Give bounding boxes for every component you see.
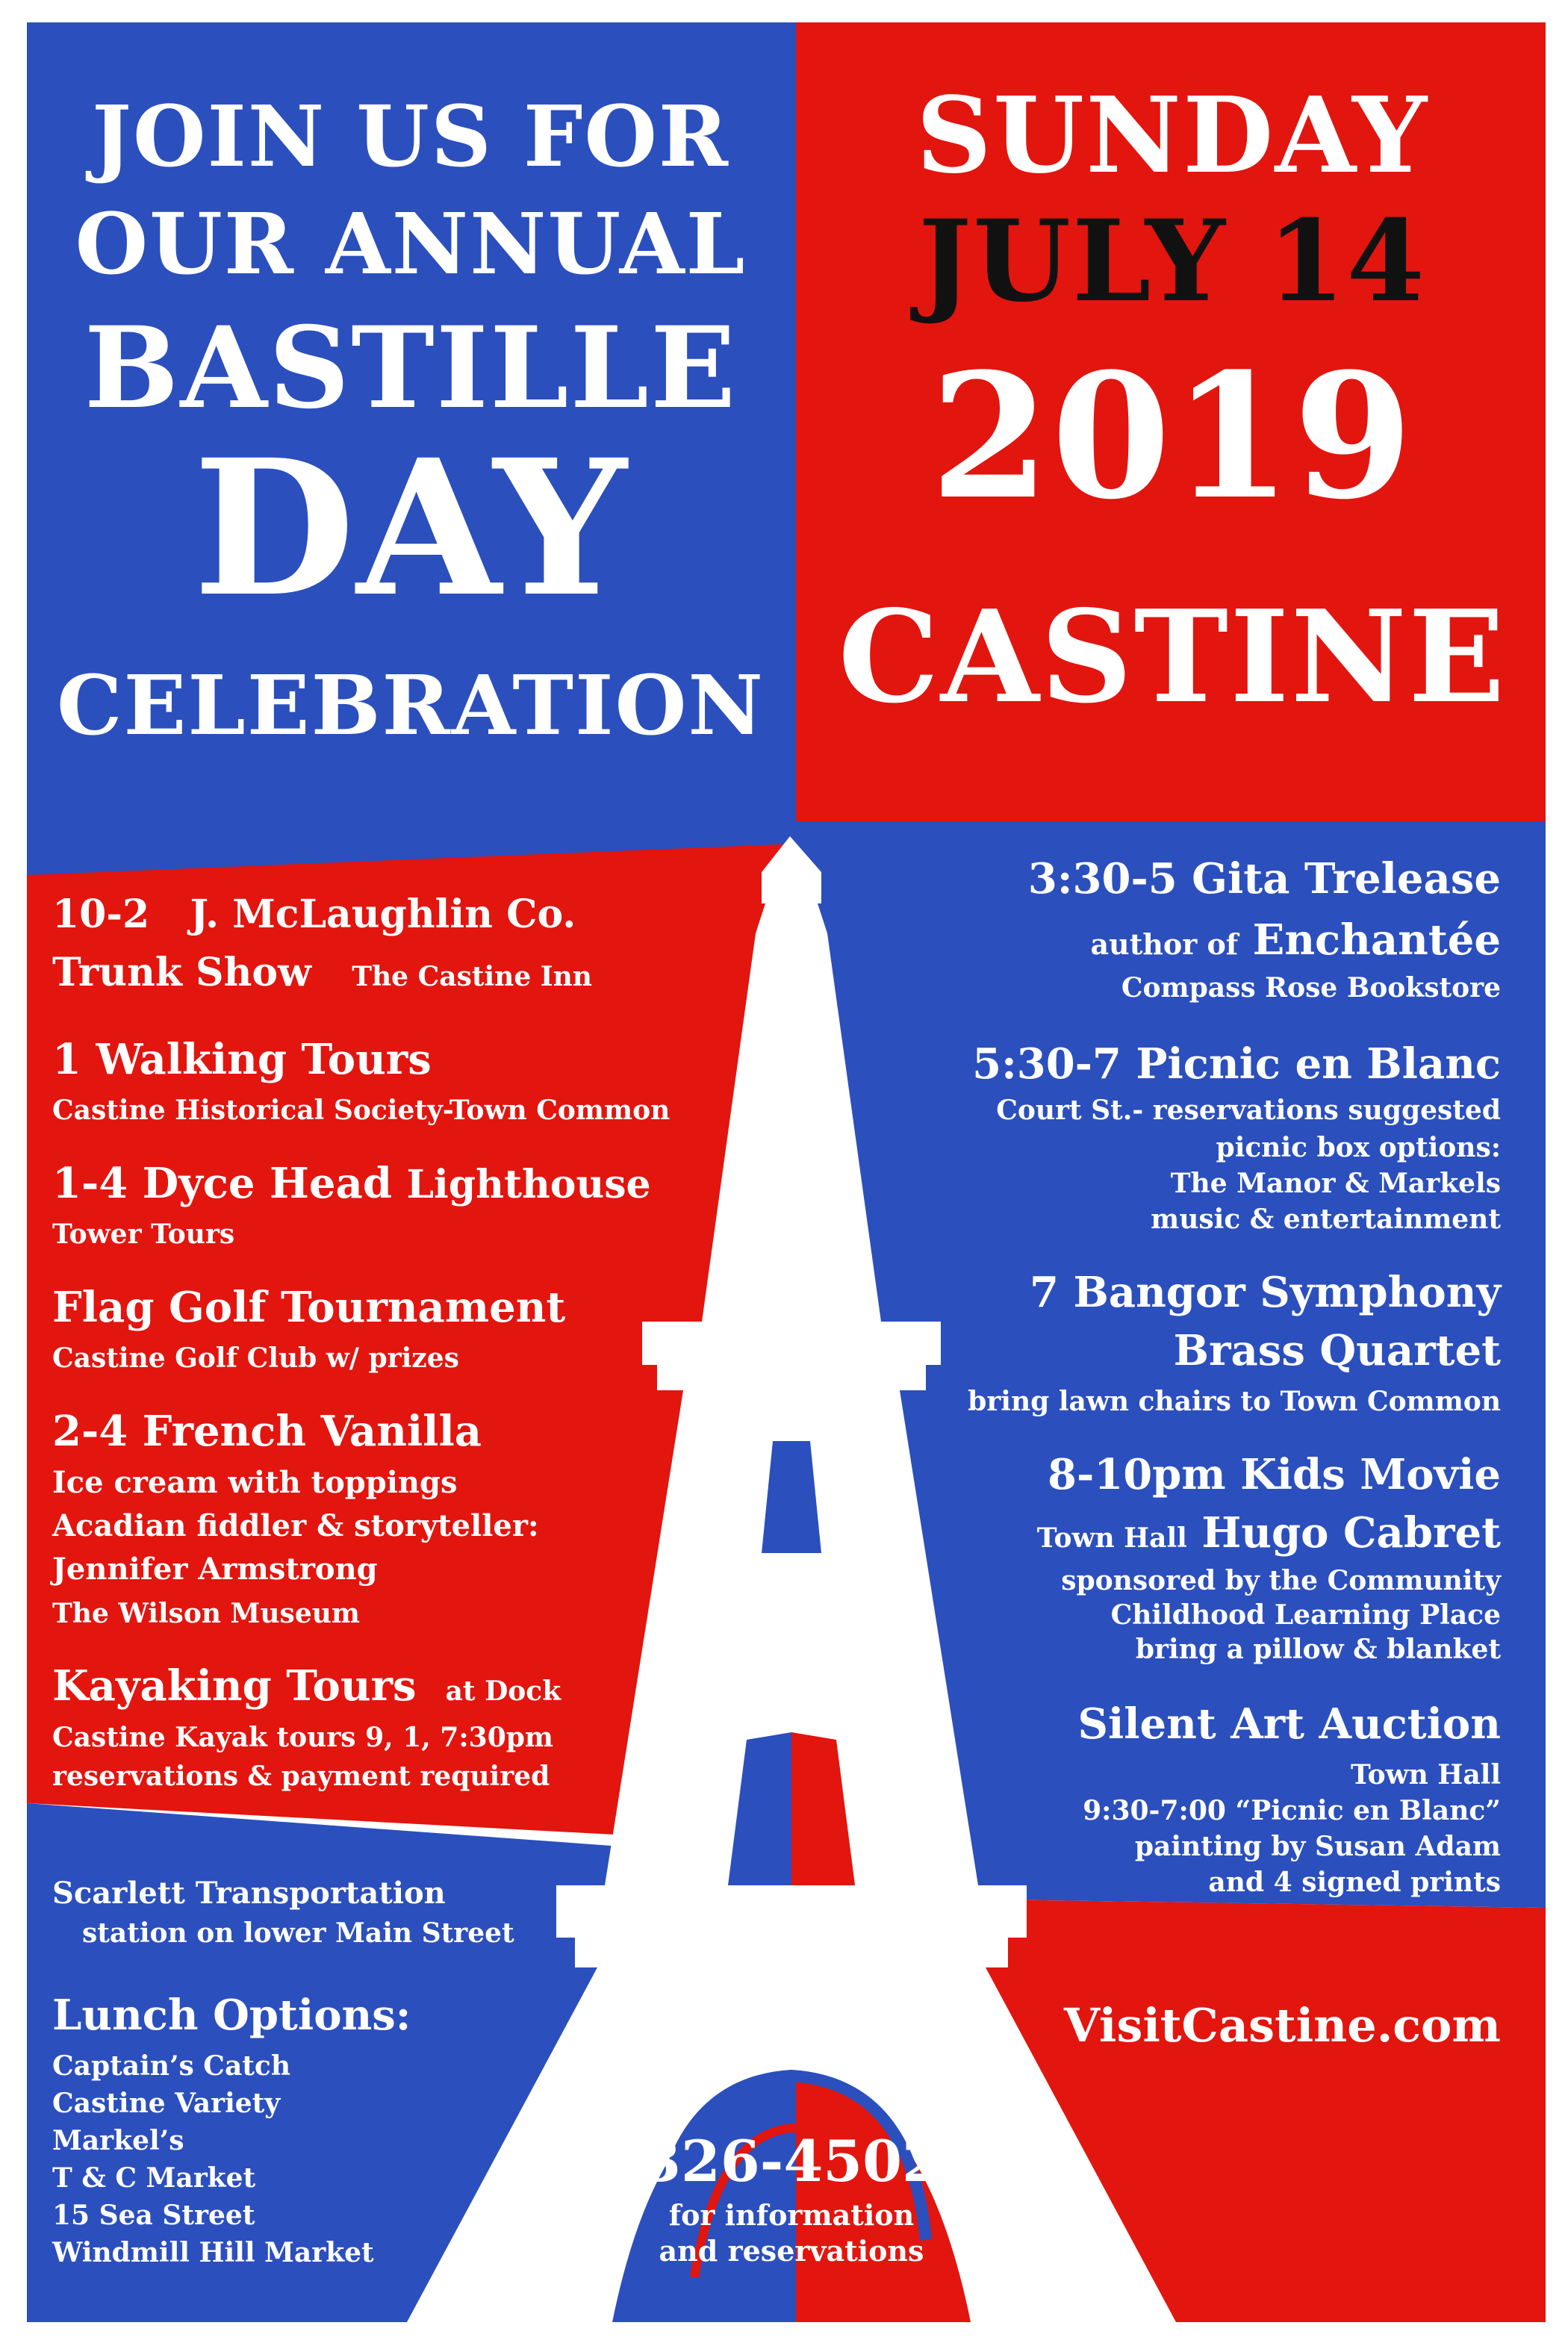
picnic-title: 5:30-7 Picnic en Blanc bbox=[972, 1039, 1501, 1089]
event-date: JULY 14 bbox=[918, 196, 1426, 327]
kids-movie-venue-line bbox=[1037, 1508, 1501, 1558]
trunk-show-title-line1 bbox=[52, 892, 576, 937]
event-town: CASTINE bbox=[838, 582, 1507, 732]
kids-movie-line2: Childhood Learning Place bbox=[1110, 1599, 1501, 1631]
bangor-symphony-title: 7 Bangor Symphony bbox=[1029, 1268, 1501, 1317]
kids-movie-title: 8-10pm Kids Movie bbox=[1048, 1450, 1501, 1499]
transport-detail: station on lower Main Street bbox=[82, 1917, 514, 1949]
dyce-head-detail: Tower Tours bbox=[52, 1219, 235, 1250]
trunk-show-label: Trunk Show bbox=[52, 950, 311, 995]
kids-movie-name: Hugo Cabret bbox=[1201, 1508, 1501, 1558]
french-vanilla-title: 2-4 French Vanilla bbox=[52, 1407, 482, 1456]
french-vanilla-line4: The Wilson Museum bbox=[52, 1598, 360, 1629]
picnic-line3: The Manor & Markels bbox=[1170, 1168, 1501, 1199]
kids-movie-line1: sponsored by the Community bbox=[1061, 1565, 1501, 1596]
lunch-item: T & C Market bbox=[52, 2162, 256, 2194]
trunk-show-host: J. McLaughlin Co. bbox=[190, 892, 576, 937]
contact-line2: and reservations bbox=[659, 2234, 924, 2268]
lighthouse-label: Lighthouse bbox=[406, 1162, 651, 1207]
kids-movie-line3: bring a pillow & blanket bbox=[1135, 1634, 1501, 1665]
kids-movie-venue: Town Hall bbox=[1036, 1522, 1187, 1554]
kayaking-title bbox=[52, 1661, 561, 1711]
flag-golf-detail: Castine Golf Club w/ prizes bbox=[52, 1343, 459, 1374]
contact-line1: for information bbox=[668, 2198, 915, 2232]
bastille-line: BASTILLE bbox=[84, 302, 738, 434]
french-vanilla-line1: Ice cream with toppings bbox=[52, 1465, 458, 1500]
picnic-line4: music & entertainment bbox=[1151, 1204, 1501, 1235]
lunch-heading: Lunch Options: bbox=[52, 1991, 411, 2040]
walking-tours-title: 1 Walking Tours bbox=[52, 1035, 432, 1084]
lunch-item: 15 Sea Street bbox=[52, 2200, 255, 2231]
kayaking-line1: Castine Kayak tours 9, 1, 7:30pm bbox=[52, 1722, 554, 1753]
art-auction-line4: and 4 signed prints bbox=[1208, 1867, 1501, 1898]
walking-tours-detail: Castine Historical Society-Town Common bbox=[52, 1095, 671, 1126]
book-title: Enchantée bbox=[1252, 915, 1501, 965]
french-vanilla-line2: Acadian fiddler & storyteller: bbox=[52, 1508, 539, 1543]
trunk-show-time: 10-2 bbox=[52, 892, 150, 937]
kayaking-line2: reservations & payment required bbox=[52, 1761, 550, 1792]
art-auction-line1: Town Hall bbox=[1350, 1759, 1501, 1791]
kayaking-label: Kayaking Tours bbox=[52, 1661, 417, 1711]
join-us-line: JOIN US FOR bbox=[91, 88, 729, 186]
picnic-line1: Court St.- reservations suggested bbox=[996, 1095, 1501, 1126]
event-day: SUNDAY bbox=[915, 75, 1429, 197]
trunk-show-title-line2 bbox=[52, 950, 592, 995]
brass-quartet-title: Brass Quartet bbox=[1173, 1326, 1501, 1375]
lunch-item: Captain’s Catch bbox=[52, 2050, 290, 2082]
dyce-head-title bbox=[52, 1159, 651, 1208]
lunch-item: Castine Variety bbox=[52, 2088, 281, 2119]
lunch-item: Windmill Hill Market bbox=[52, 2237, 374, 2268]
gita-trelease-author-line bbox=[1090, 915, 1501, 965]
art-auction-line2: 9:30-7:00 “Picnic en Blanc” bbox=[1083, 1795, 1501, 1826]
our-annual-line: OUR ANNUAL bbox=[75, 196, 747, 293]
flag-golf-title: Flag Golf Tournament bbox=[52, 1283, 566, 1332]
contact-phone: 326-4502 bbox=[641, 2128, 942, 2194]
lunch-item: Markel’s bbox=[52, 2125, 184, 2156]
french-vanilla-line3: Jennifer Armstrong bbox=[52, 1552, 378, 1587]
event-year: 2019 bbox=[930, 336, 1415, 538]
picnic-line2: picnic box options: bbox=[1216, 1132, 1501, 1163]
art-auction-line3: painting by Susan Adam bbox=[1134, 1831, 1501, 1862]
website-link[interactable]: VisitCastine.com bbox=[1063, 1998, 1501, 2053]
gita-trelease-place: Compass Rose Bookstore bbox=[1121, 972, 1501, 1004]
day-line: DAY bbox=[193, 418, 629, 638]
author-of-label: author of bbox=[1090, 927, 1239, 961]
celebration-line: CELEBRATION bbox=[57, 657, 765, 753]
kayaking-location: at Dock bbox=[445, 1676, 561, 1707]
bangor-symphony-detail: bring lawn chairs to Town Common bbox=[968, 1386, 1501, 1417]
dyce-head-label: 1-4 Dyce Head bbox=[52, 1159, 392, 1208]
art-auction-title: Silent Art Auction bbox=[1077, 1699, 1501, 1749]
trunk-show-place: The Castine Inn bbox=[352, 961, 592, 992]
transport-title: Scarlett Transportation bbox=[52, 1876, 446, 1911]
gita-trelease-title: 3:30-5 Gita Trelease bbox=[1027, 854, 1501, 903]
